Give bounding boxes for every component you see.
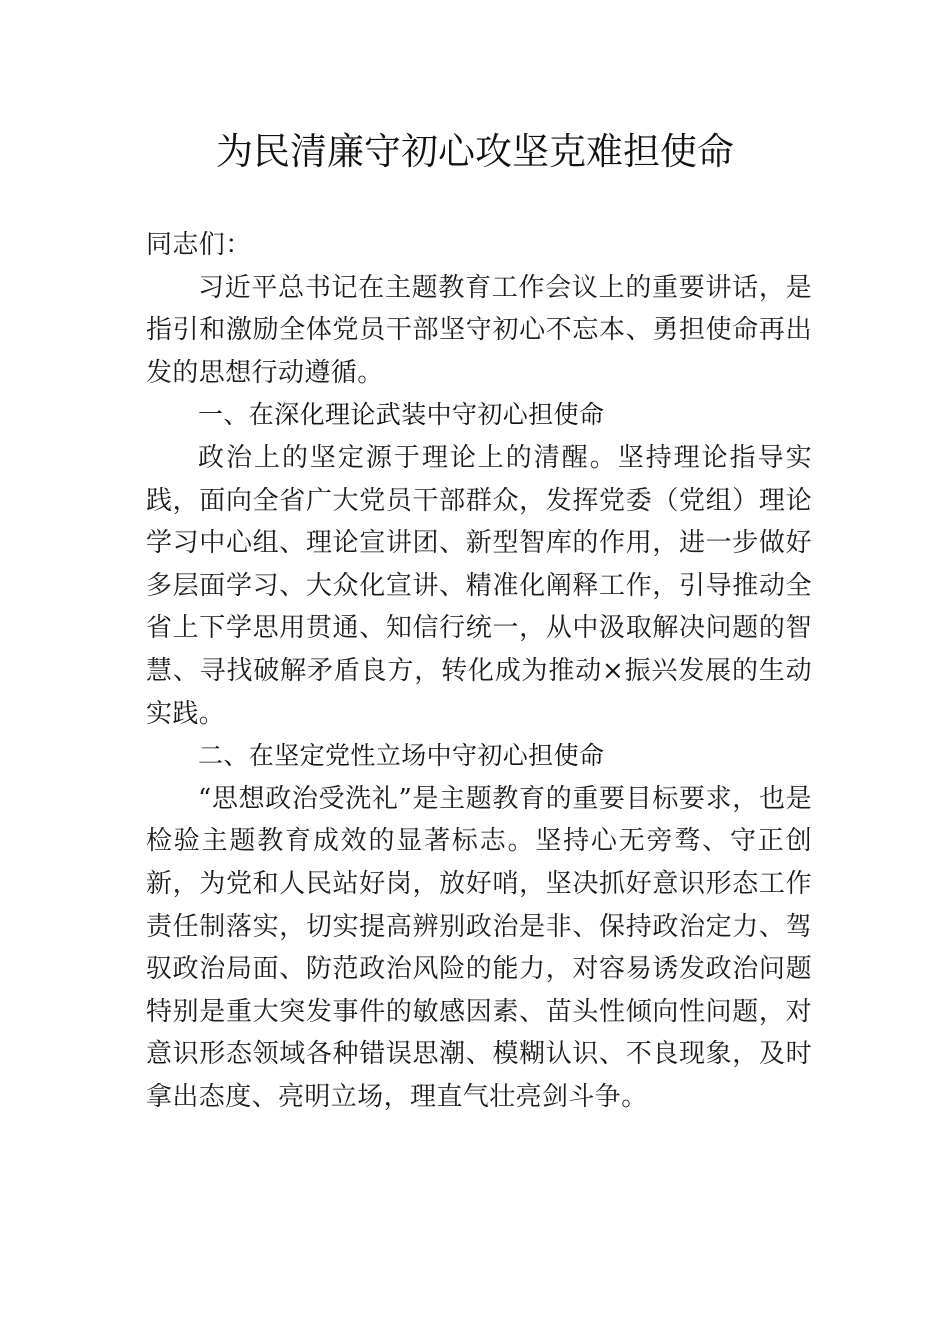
salutation: 同志们： bbox=[146, 230, 252, 260]
section-1-heading: 一、在深化理论武装中守初心担使命 bbox=[198, 400, 605, 430]
document-title: 为民清廉守初心攻坚克难担使命 bbox=[216, 130, 734, 173]
section-2-heading: 二、在坚定党性立场中守初心担使命 bbox=[198, 741, 605, 771]
section-2-paragraph: “思想政治受洗礼”是主题教育的重要目标要求，也是检验主题教育成效的显著标志。坚持心无旁骛、守正创新，为党和人民站好岗，放好哨，坚决抓好意识形态工作责任制落实，切实提高辨别政治是非、保持政治定力、驾驭政治局面、防范政治风险的能力，对容易诱发政治问题特别是重大突发事件的敏感因素、苗头性倾向性问题，对意识形态领域各种错误思潮、模糊认识、不良现象，及时拿出态度、亮明立场，理直气壮亮剑斗争。 bbox=[146, 783, 812, 1112]
intro-paragraph: 习近平总书记在主题教育工作会议上的重要讲话，是指引和激励全体党员干部坚守初心不忘本、勇担使命再出发的思想行动遵循。 bbox=[146, 272, 812, 388]
section-1-paragraph: 政治上的坚定源于理论上的清醒。坚持理论指导实践，面向全省广大党员干部群众，发挥党委（党组）理论学习中心组、理论宣讲团、新型智库的作用，进一步做好多层面学习、大众化宣讲、精准化阐释工作，引导推动全省上下学思用贯通、知信行统一，从中汲取解决问题的智慧、寻找破解矛盾良方，转化成为推动×振兴发展的生动实践。 bbox=[146, 442, 812, 729]
document-body bbox=[146, 224, 812, 1118]
